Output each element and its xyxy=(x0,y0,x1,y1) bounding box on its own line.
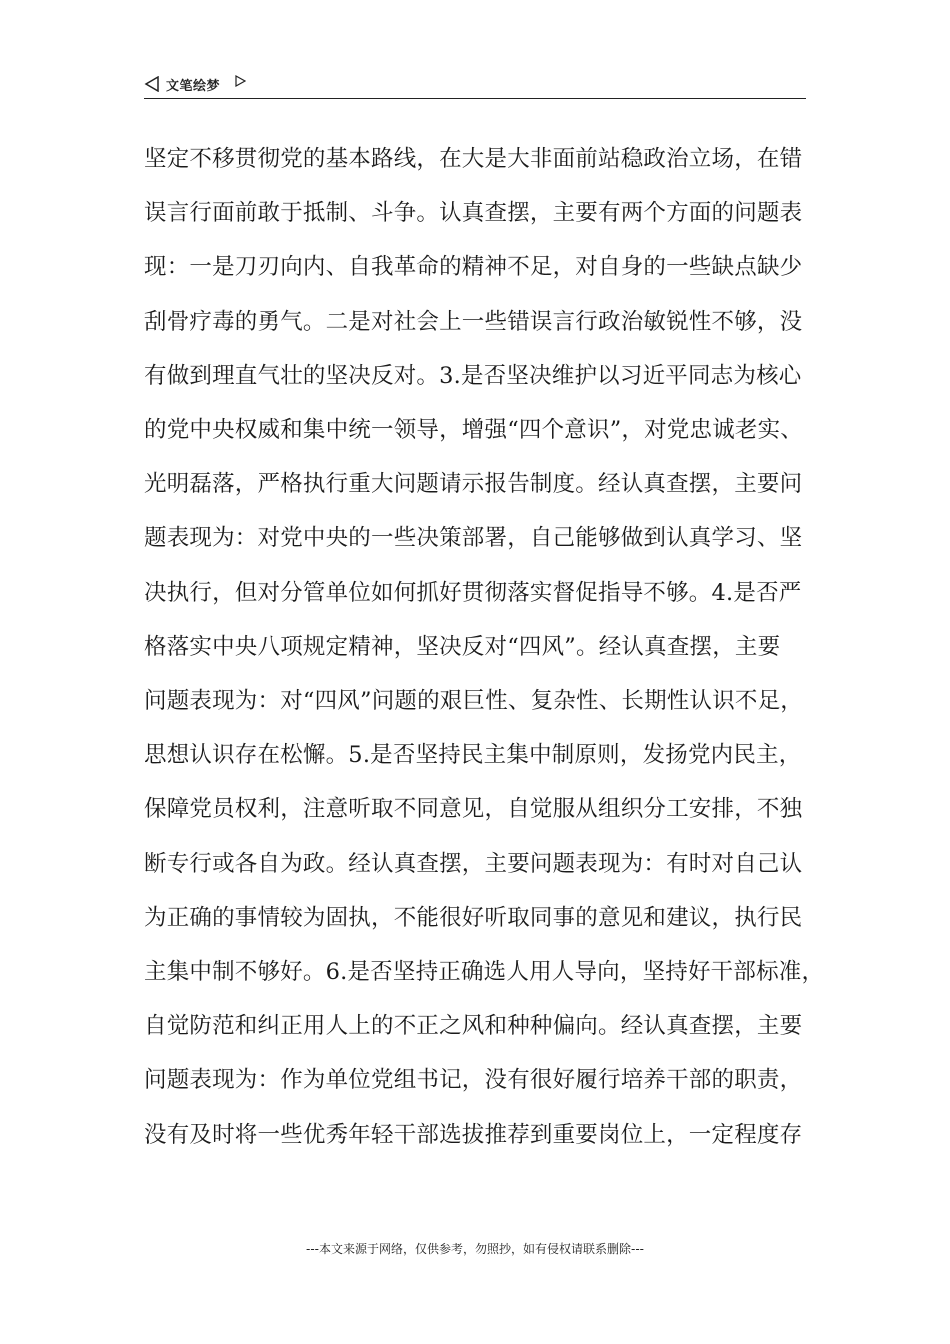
body-line: 自觉防范和纠正用人上的不正之风和种种偏向。经认真查摆，主要 xyxy=(144,1013,803,1040)
document-body xyxy=(144,132,824,1162)
body-line: 的党中央权威和集中统一领导，增强“四个意识”，对党忠诚老实、 xyxy=(144,417,804,444)
footer-notice: ---本文来源于网络，仅供参考，勿照抄，如有侵权请联系删除--- xyxy=(306,1242,644,1256)
body-line: 有做到理直气壮的坚决反对。3.是否坚决维护以习近平同志为核心 xyxy=(144,362,802,389)
body-line: 现：一是刀刃向内、自我革命的精神不足，对自身的一些缺点缺少 xyxy=(144,254,803,281)
body-line: 思想认识存在松懈。5.是否坚持民主集中制原则，发扬党内民主， xyxy=(144,742,802,769)
body-line: 问题表现为：对“四风”问题的艰巨性、复杂性、长期性认识不足， xyxy=(144,688,804,715)
body-line: 为正确的事情较为固执，不能很好听取同事的意见和建议，执行民 xyxy=(144,904,803,931)
body-line: 问题表现为：作为单位党组书记，没有很好履行培养干部的职责， xyxy=(144,1067,803,1094)
triangle-right-icon xyxy=(234,75,246,87)
body-line: 断专行或各自为政。经认真查摆，主要问题表现为：有时对自己认 xyxy=(144,850,803,877)
body-line: 题表现为：对党中央的一些决策部署，自己能够做到认真学习、坚 xyxy=(144,525,803,552)
body-line: 保障党员权利，注意听取不同意见，自觉服从组织分工安排，不独 xyxy=(144,796,803,823)
body-line: 主集中制不够好。6.是否坚持正确选人用人导向，坚持好干部标准， xyxy=(144,959,825,986)
body-line: 格落实中央八项规定精神，坚决反对“四风”。经认真查摆，主要 xyxy=(144,633,781,660)
body-line: 刮骨疗毒的勇气。二是对社会上一些错误言行政治敏锐性不够，没 xyxy=(144,308,803,335)
page-header xyxy=(144,72,806,99)
body-line: 没有及时将一些优秀年轻干部选拔推荐到重要岗位上，一定程度存 xyxy=(144,1121,803,1148)
header-brand: 文笔绘梦 xyxy=(166,79,221,94)
body-line: 坚定不移贯彻党的基本路线，在大是大非面前站稳政治立场，在错 xyxy=(144,146,803,172)
body-line: 决执行，但对分管单位如何抓好贯彻落实督促指导不够。4.是否严 xyxy=(144,579,802,606)
triangle-left-icon xyxy=(144,76,160,92)
body-line: 光明磊落，严格执行重大问题请示报告制度。经认真查摆，主要问 xyxy=(144,471,803,498)
body-line: 误言行面前敢于抵制、斗争。认真查摆，主要有两个方面的问题表 xyxy=(144,200,803,227)
